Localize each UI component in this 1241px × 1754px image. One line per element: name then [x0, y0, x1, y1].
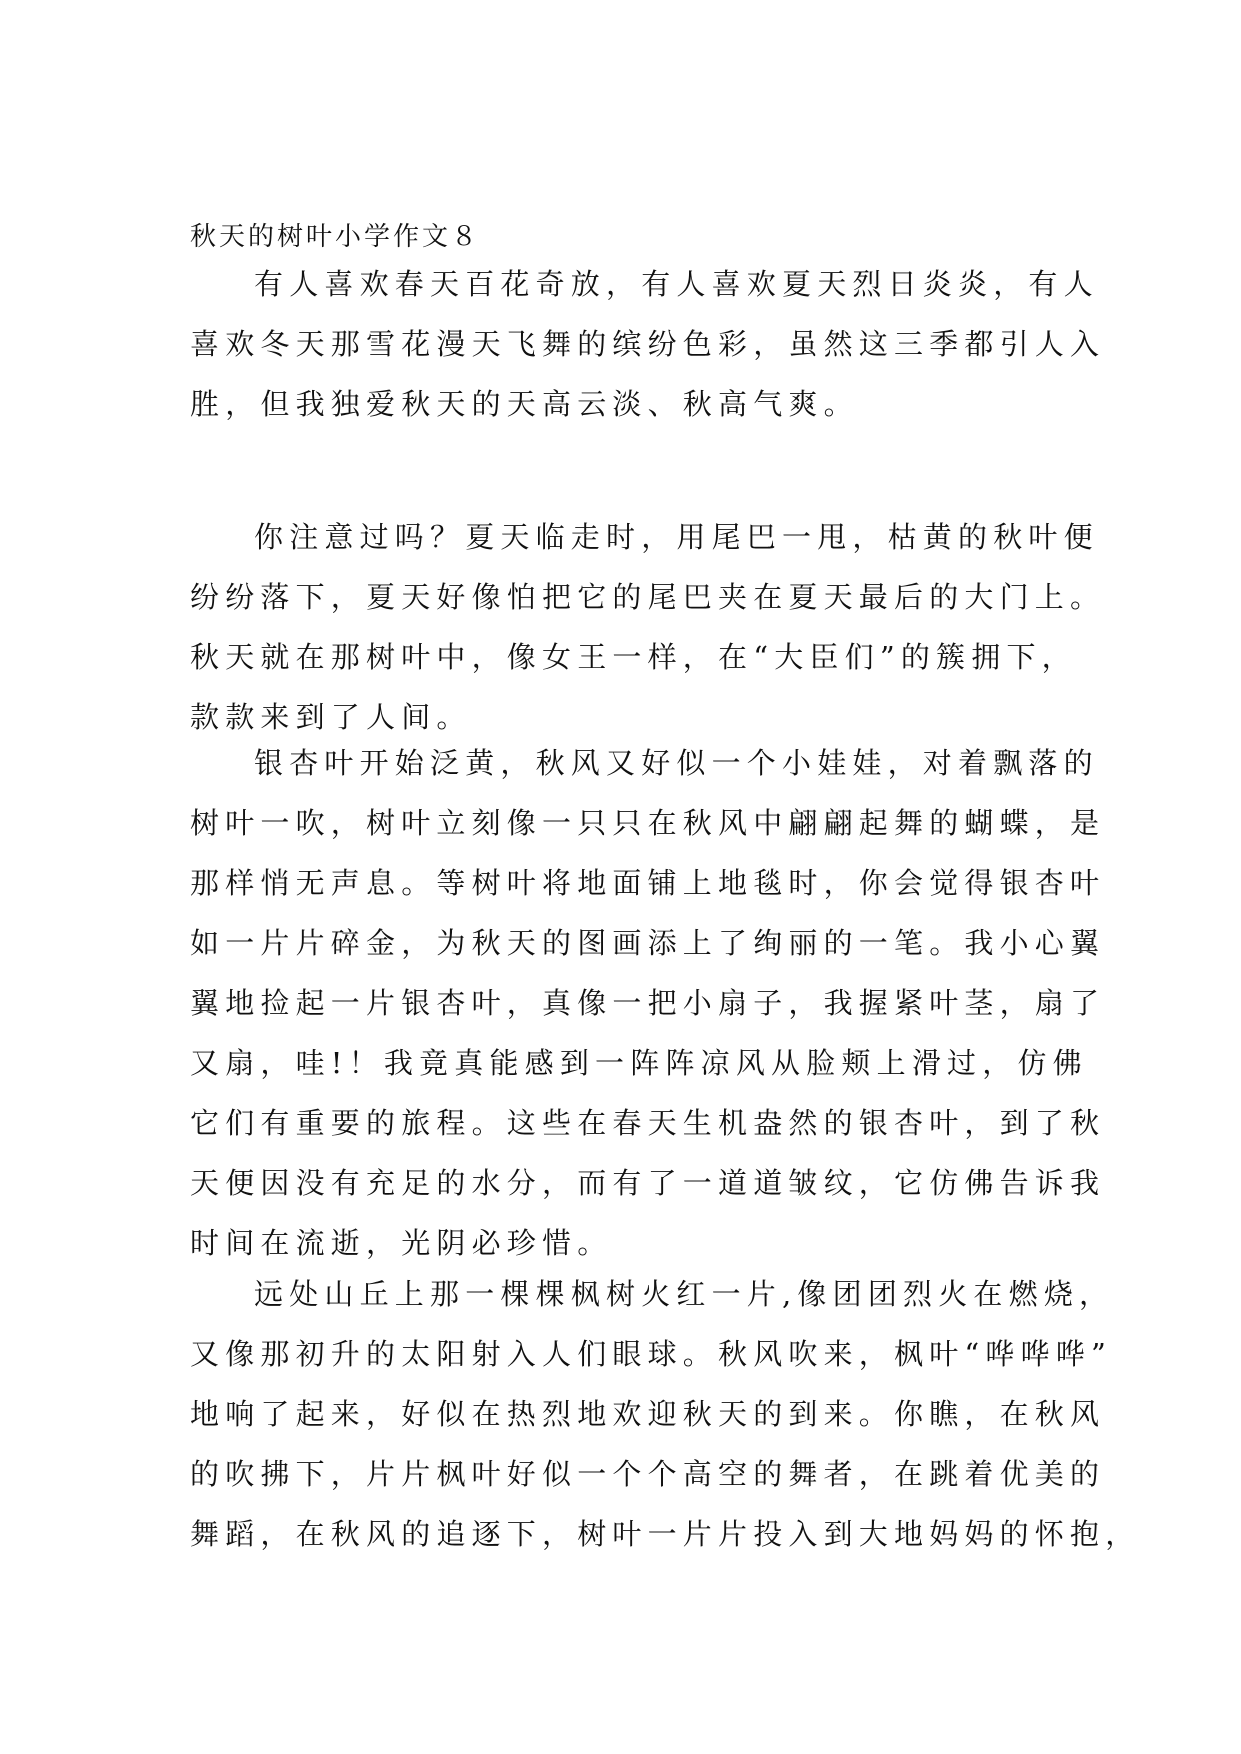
paragraph-line: 秋天就在那树叶中，像女王一样，在“大臣们”的簇拥下， [190, 640, 1077, 674]
paragraph-line: 时间在流逝，光阴必珍惜。 [190, 1226, 613, 1260]
paragraph-line: 远处山丘上那一棵棵枫树火红一片,像团团烈火在燃烧， [254, 1277, 1115, 1311]
paragraph-3 [190, 733, 1106, 1273]
paragraph-4 [190, 1264, 1141, 1564]
paragraph-2 [190, 507, 1106, 747]
paragraph-line: 又像那初升的太阳射入人们眼球。秋风吹来，枫叶“哗哗哗” [190, 1337, 1113, 1371]
paragraph-line: 有人喜欢春天百花奇放，有人喜欢夏天烈日炎炎，有人 [254, 267, 1099, 301]
paragraph-line: 那样悄无声息。等树叶将地面铺上地毯时，你会觉得银杏叶 [190, 866, 1106, 900]
paragraph-line: 树叶一吹，树叶立刻像一只只在秋风中翩翩起舞的蝴蝶，是 [190, 806, 1106, 840]
paragraph-line: 又扇，哇!！我竟真能感到一阵阵凉风从脸颊上滑过，仿佛 [190, 1046, 1088, 1080]
paragraph-line: 纷纷落下，夏天好像怕把它的尾巴夹在夏天最后的大门上。 [190, 580, 1106, 614]
paragraph-line: 天便因没有充足的水分，而有了一道道皱纹，它仿佛告诉我 [190, 1166, 1106, 1200]
paragraph-line: 翼地捡起一片银杏叶，真像一把小扇子，我握紧叶茎，扇了 [190, 986, 1106, 1020]
paragraph-line: 款款来到了人间。 [190, 700, 472, 734]
paragraph-line: 银杏叶开始泛黄，秋风又好似一个小娃娃，对着飘落的 [254, 746, 1099, 780]
paragraph-line: 如一片片碎金，为秋天的图画添上了绚丽的一笔。我小心翼 [190, 926, 1106, 960]
paragraph-line: 舞蹈，在秋风的追逐下，树叶一片片投入到大地妈妈的怀抱， [190, 1517, 1141, 1551]
paragraph-1 [190, 254, 1106, 434]
paragraph-line: 胜，但我独爱秋天的天高云淡、秋高气爽。 [190, 387, 859, 421]
paragraph-line: 喜欢冬天那雪花漫天飞舞的缤纷色彩，虽然这三季都引人入 [190, 327, 1106, 361]
document-title: 秋天的树叶小学作文８ [190, 222, 481, 252]
paragraph-line: 地响了起来，好似在热烈地欢迎秋天的到来。你瞧，在秋风 [190, 1397, 1106, 1431]
paragraph-line: 它们有重要的旅程。这些在春天生机盎然的银杏叶，到了秋 [190, 1106, 1106, 1140]
paragraph-line: 你注意过吗？夏天临走时，用尾巴一甩，枯黄的秋叶便 [254, 520, 1099, 554]
paragraph-line: 的吹拂下，片片枫叶好似一个个高空的舞者，在跳着优美的 [190, 1457, 1106, 1491]
